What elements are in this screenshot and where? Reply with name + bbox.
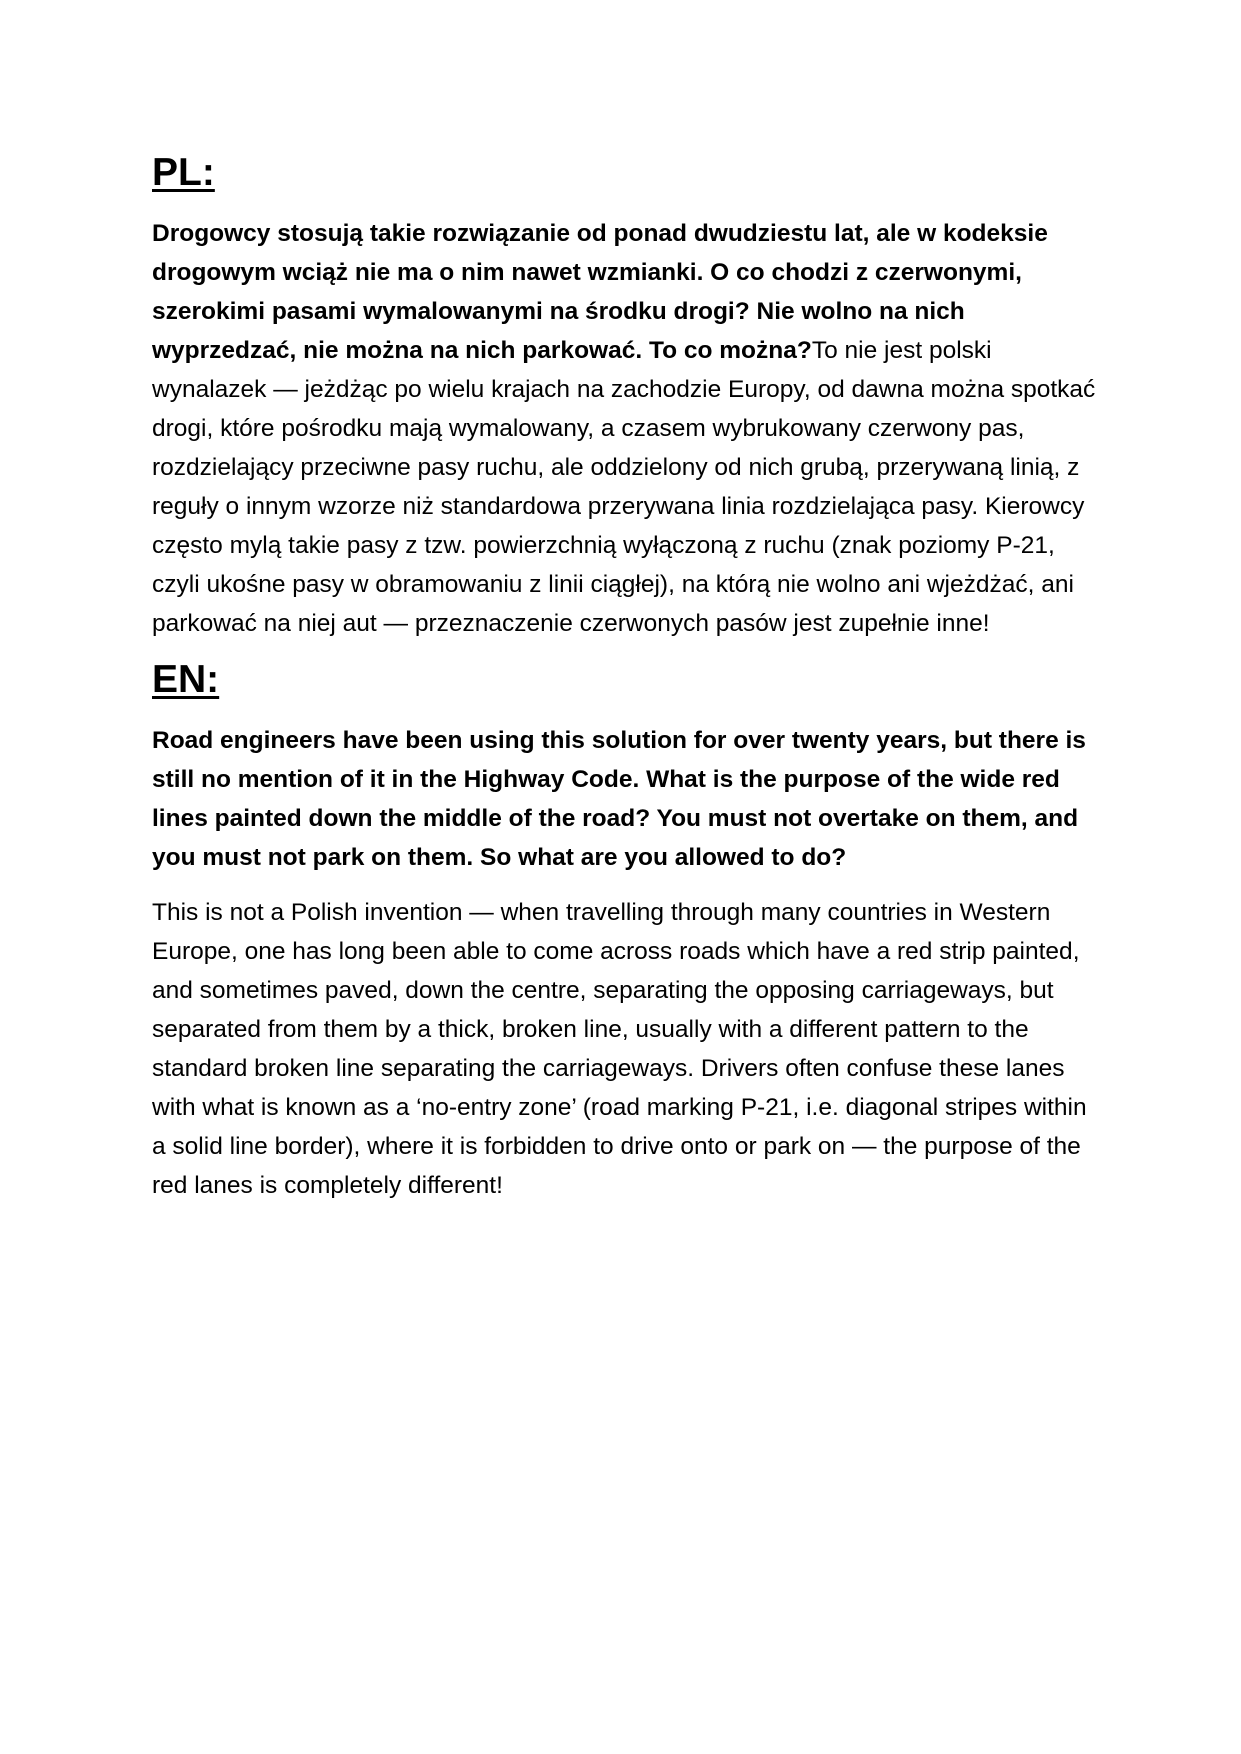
heading-pl: PL:	[152, 151, 215, 194]
paragraph-pl-body: To nie jest polski wynalazek — jeżdżąc po wielu krajach na zachodzie Europy, od dawna można spotkać drogi, które pośrodku mają wymalowany, a czasem wybrukowany czerwony pas, rozdzielający przeciwne pasy ruchu, ale oddzielony od nich grubą, przerywaną linią, z reguły o innym wzorze niż standardowa przerywana linia rozdzielająca pasy. Kierowcy często mylą takie pasy z tzw. powierzchnią wyłączoną z ruchu (znak poziomy P-21, czyli ukośne pasy w obramowaniu z linii ciągłej), na którą nie wolno ani wjeżdżać, ani parkować na niej aut — przeznaczenie czerwonych pasów jest zupełnie inne!	[152, 337, 1096, 637]
document-page	[152, 150, 1097, 1205]
heading-en: EN:	[152, 658, 220, 701]
paragraph-pl	[152, 214, 1097, 643]
paragraph-en-body: This is not a Polish invention — when travelling through many countries in Western Europe, one has long been able to come across roads which have a red strip painted, and sometimes paved, down the centre, separating the opposing carriageways, but separated from them by a thick, broken line, usually with a different pattern to the standard broken line separating the carriageways. Drivers often confuse these lanes with what is known as a ‘no-entry zone’ (road marking P-21, i.e. diagonal stripes within a solid line border), where it is forbidden to drive onto or park on — the purpose of the red lanes is completely different!	[152, 899, 1087, 1199]
paragraph-pl-lead: Drogowcy stosują takie rozwiązanie od ponad dwudziestu lat, ale w kodeksie drogowym wciąż nie ma o nim nawet wzmianki. O co chodzi z czerwonymi, szerokimi pasami wymalowanymi na środku drogi? Nie wolno na nich wyprzedzać, nie można na nich parkować. To co można?	[152, 220, 1048, 364]
paragraph-en-lead: Road engineers have been using this solution for over twenty years, but there is still no mention of it in the Highway Code. What is the purpose of the wide red lines painted down the middle of the road? You must not overtake on them, and you must not park on them. So what are you allowed to do?	[152, 727, 1086, 871]
